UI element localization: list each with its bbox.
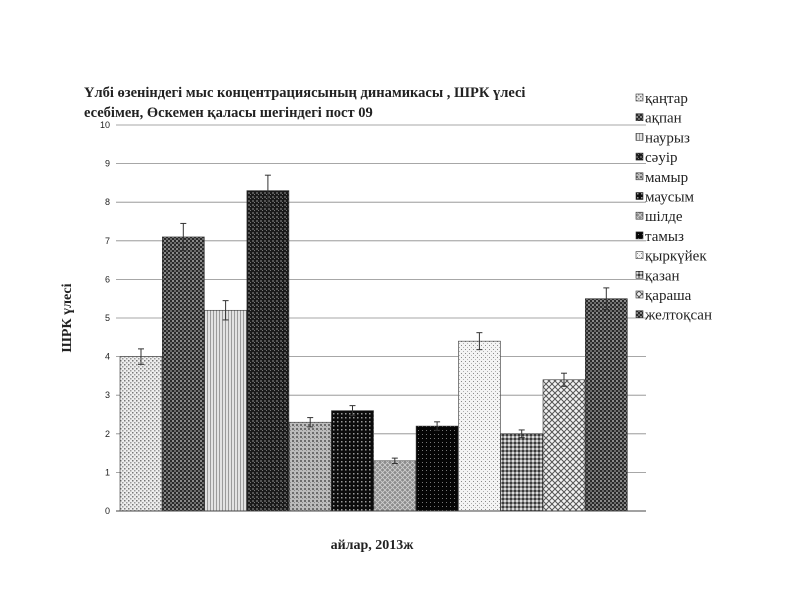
legend-item bbox=[636, 91, 688, 107]
legend-label: мамыр bbox=[645, 169, 689, 186]
bar-маусым bbox=[332, 411, 374, 511]
legend-swatch bbox=[636, 153, 643, 160]
chart-title-line-2: есебімен, Өскемен қаласы шегіндегі пост 09 bbox=[84, 105, 373, 121]
legend-label: қыркүйек bbox=[645, 248, 707, 265]
bar-наурыз bbox=[205, 310, 247, 511]
legend-label: ақпан bbox=[645, 110, 682, 127]
legend-item bbox=[636, 308, 712, 324]
legend-label: қараша bbox=[645, 288, 692, 304]
bar-тамыз bbox=[416, 426, 458, 511]
legend-swatch bbox=[636, 212, 643, 219]
bar-қыркүйек bbox=[458, 341, 500, 511]
y-tick-label: 0 bbox=[104, 506, 110, 516]
bar-ақпан bbox=[162, 237, 204, 511]
legend-item bbox=[636, 249, 707, 265]
legend-item bbox=[636, 190, 695, 206]
legend-swatch bbox=[636, 133, 643, 140]
y-tick-label: 3 bbox=[104, 390, 110, 401]
legend-label: қаңтар bbox=[645, 91, 688, 107]
y-tick-label: 2 bbox=[104, 428, 110, 439]
legend-item bbox=[636, 111, 682, 127]
y-axis-label: ШРК үлесі bbox=[60, 283, 75, 353]
legend-swatch bbox=[636, 311, 643, 318]
legend-item bbox=[636, 229, 684, 245]
legend-swatch bbox=[636, 252, 643, 259]
legend bbox=[636, 91, 712, 324]
legend-swatch bbox=[636, 173, 643, 180]
legend-label: наурыз bbox=[645, 130, 690, 147]
legend-swatch bbox=[636, 271, 643, 278]
bar-желтоқсан bbox=[585, 299, 627, 511]
bars bbox=[120, 191, 627, 511]
y-tick-label: 8 bbox=[104, 197, 110, 208]
legend-label: маусым bbox=[645, 189, 695, 206]
legend-label: қазан bbox=[645, 268, 680, 285]
bar-шілде bbox=[374, 461, 416, 511]
legend-item bbox=[636, 209, 683, 225]
chart-title-line-1: Үлбі өзеніндегі мыс концентрациясының динамикасы , ШРК үлесі bbox=[84, 85, 526, 101]
y-tick-label: 9 bbox=[104, 158, 110, 169]
legend-item bbox=[636, 170, 688, 186]
legend-item bbox=[636, 130, 690, 146]
y-tick-label: 4 bbox=[104, 351, 110, 362]
legend-item bbox=[636, 268, 680, 284]
bar-қараша bbox=[543, 380, 585, 511]
y-tick-label: 1 bbox=[104, 467, 110, 478]
y-tick-label: 10 bbox=[99, 120, 110, 130]
y-tick-label: 5 bbox=[104, 313, 110, 323]
y-axis-ticks bbox=[100, 120, 110, 516]
legend-label: желтоқсан bbox=[645, 307, 712, 324]
y-tick-label: 6 bbox=[104, 274, 110, 285]
y-tick-label: 7 bbox=[104, 235, 110, 246]
bar-сәуір bbox=[247, 191, 289, 511]
legend-swatch bbox=[636, 291, 643, 298]
legend-label: сәуір bbox=[645, 150, 678, 167]
legend-swatch bbox=[636, 94, 643, 101]
legend-swatch bbox=[636, 232, 643, 239]
bar-мамыр bbox=[289, 422, 331, 511]
legend-swatch bbox=[636, 114, 643, 121]
legend-item bbox=[636, 288, 692, 304]
legend-label: тамыз bbox=[645, 228, 684, 245]
bar-қаңтар bbox=[120, 357, 162, 511]
x-axis-label: айлар, 2013ж bbox=[330, 538, 414, 553]
bar-қазан bbox=[501, 434, 543, 511]
legend-swatch bbox=[636, 193, 643, 200]
legend-label: шілде bbox=[645, 209, 683, 226]
